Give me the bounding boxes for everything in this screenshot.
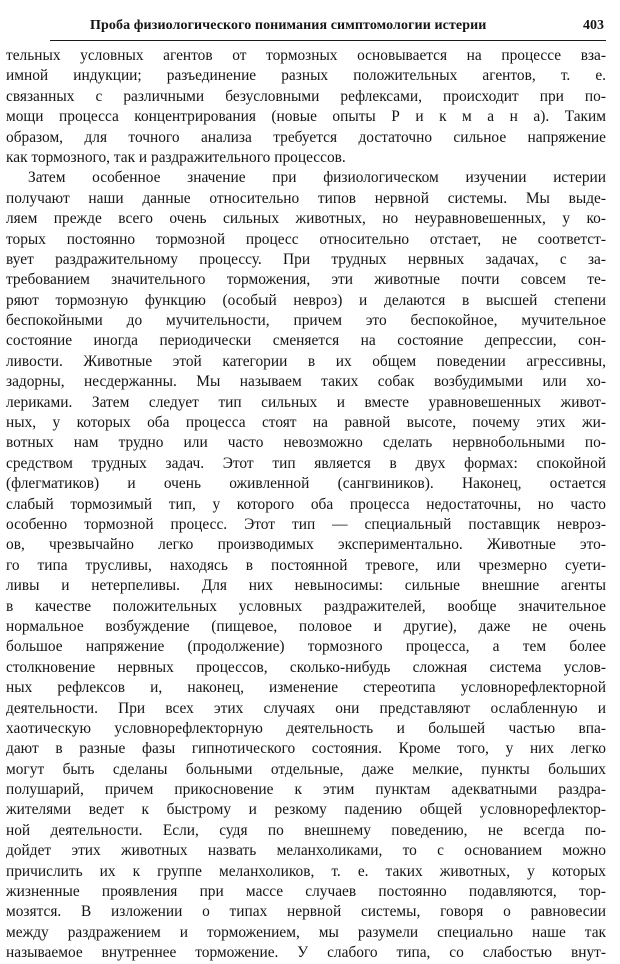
text-line: нормальное возбуждение (пищевое, половое и другие), даже не очень	[6, 617, 606, 635]
text-line: мощи процесса концентрирования (новые опыты Р и к м а н а). Таким	[6, 108, 606, 126]
text-line: слабый тормозимый тип, у которого оба процесса недостаточны, но часто	[6, 495, 606, 513]
text-line: лериками. Затем следует тип сильных и вместе уравновешенных живот-	[6, 393, 606, 411]
text-line: требованием значительного торможения, эти животные почти совсем те-	[6, 271, 606, 289]
text-line: ных рефлексов и, наконец, изменение стереотипа условнорефлекторной	[6, 679, 606, 697]
text-line: ливы и нетерпеливы. Для них невыносимы: сильные внешние агенты	[6, 577, 606, 595]
text-line: ляем прежде всего очень сильных животных, но неуравновешенных, у ко-	[6, 210, 606, 228]
text-line: полушарий, причем прикосновение к этим пунктам адекватными раздра-	[6, 781, 606, 799]
text-line: большое напряжение (продолжение) тормозного процесса, а тем более	[6, 638, 606, 656]
running-header	[50, 14, 606, 41]
text-line: ливости. Животные этой категории в их общем поведении агрессивны,	[6, 352, 606, 370]
text-line: жизненные проявления при массе случаев постоянно подавляются, тор-	[6, 883, 606, 901]
text-line: ряют тормозную функцию (особый невроз) и делаются в высшей степени	[6, 291, 606, 309]
text-line: (флегматиков) и очень оживленной (сангвиников). Наконец, остается	[6, 475, 606, 493]
text-line: беспокойными до мучительности, причем это беспокойное, мучительное	[6, 312, 606, 330]
text-line: образом, для точного анализа требуется достаточно сильное напряжение	[6, 128, 606, 146]
text-line: в качестве положительных условных раздражителей, вообще значительное	[6, 597, 606, 615]
text-line: дают в разные фазы гипнотического состояния. Кроме того, у них легко	[6, 740, 606, 758]
text-line: хаотическую условнорефлекторную деятельность и большей частью впа-	[6, 719, 606, 737]
text-line: торых постоянно тормозной процесс относительно отстает, не соответст-	[6, 230, 606, 248]
text-line: задорны, несдержанны. Мы называем таких собак возбудимыми или хо-	[6, 373, 606, 391]
text-line: связанных с различными безусловными рефлексами, происходит при по-	[6, 87, 606, 105]
text-line: причислить их к группе меланхоликов, т. е. таких животных, у которых	[6, 862, 606, 880]
text-line: жителями ведет к быстрому и резкому падению общей условнорефлектор-	[6, 801, 606, 819]
text-line: столкновение нервных процессов, сколько-нибудь сложная система услов-	[6, 658, 606, 676]
text-line: состояние иногда периодически сменяется на состояние депрессии, сон-	[6, 332, 606, 350]
text-line: получают наши данные относительно типов нервной системы. Мы выде-	[6, 189, 606, 207]
text-line: особенно тормозной процесс. Этот тип — специальный поставщик невроз-	[6, 515, 606, 533]
text-line: имной индукции; разъединение разных положительных агентов, т. е.	[6, 67, 606, 85]
text-line: вотных нам трудно или часто невозможно сделать нервнобольными по-	[6, 434, 606, 452]
text-line: мозятся. В изложении о типах нервной системы, говоря о равновесии	[6, 903, 606, 921]
body-text	[6, 46, 606, 964]
text-line: ов, чрезвычайно легко производимых экспериментально. Животные это-	[6, 536, 606, 554]
text-line: деятельности. При всех этих случаях они представляют ослабленную и	[6, 699, 606, 717]
text-line: называемое внутреннее торможение. У слабого типа, со слабостью внут-	[6, 944, 606, 962]
text-line: как тормозного, так и раздражительного процессов.	[6, 148, 346, 166]
text-line: вует раздражительному процессу. При трудных нервных задачах, с за-	[6, 250, 606, 268]
text-line: средством трудных задач. Этот тип является в двух формах: спокойной	[6, 454, 606, 472]
text-line: го типа трусливы, находясь в постоянной тревоге, или чрезмерно суети-	[6, 556, 606, 574]
text-line: между раздражением и торможением, мы разумели специально наше так	[6, 923, 606, 941]
text-line: ных, у которых оба процесса стоят на равной высоте, почему этих жи-	[6, 414, 606, 432]
text-line: тельных условных агентов от тормозных основывается на процессе вза-	[6, 47, 606, 64]
page-number: 403	[583, 18, 604, 33]
text-line: ной деятельности. Если, судя по внешнему поведению, не всегда по-	[6, 821, 606, 839]
text-line: дойдет этих животных назвать меланхоликами, то с основанием можно	[6, 842, 606, 860]
text-line: могут быть сделаны больными отдельные, даже мелкие, пункты больших	[6, 760, 606, 778]
running-title: Проба физиологического понимания симптомологии истерии	[90, 18, 487, 33]
text-line: Затем особенное значение при физиологическом изучении истерии	[28, 169, 606, 187]
